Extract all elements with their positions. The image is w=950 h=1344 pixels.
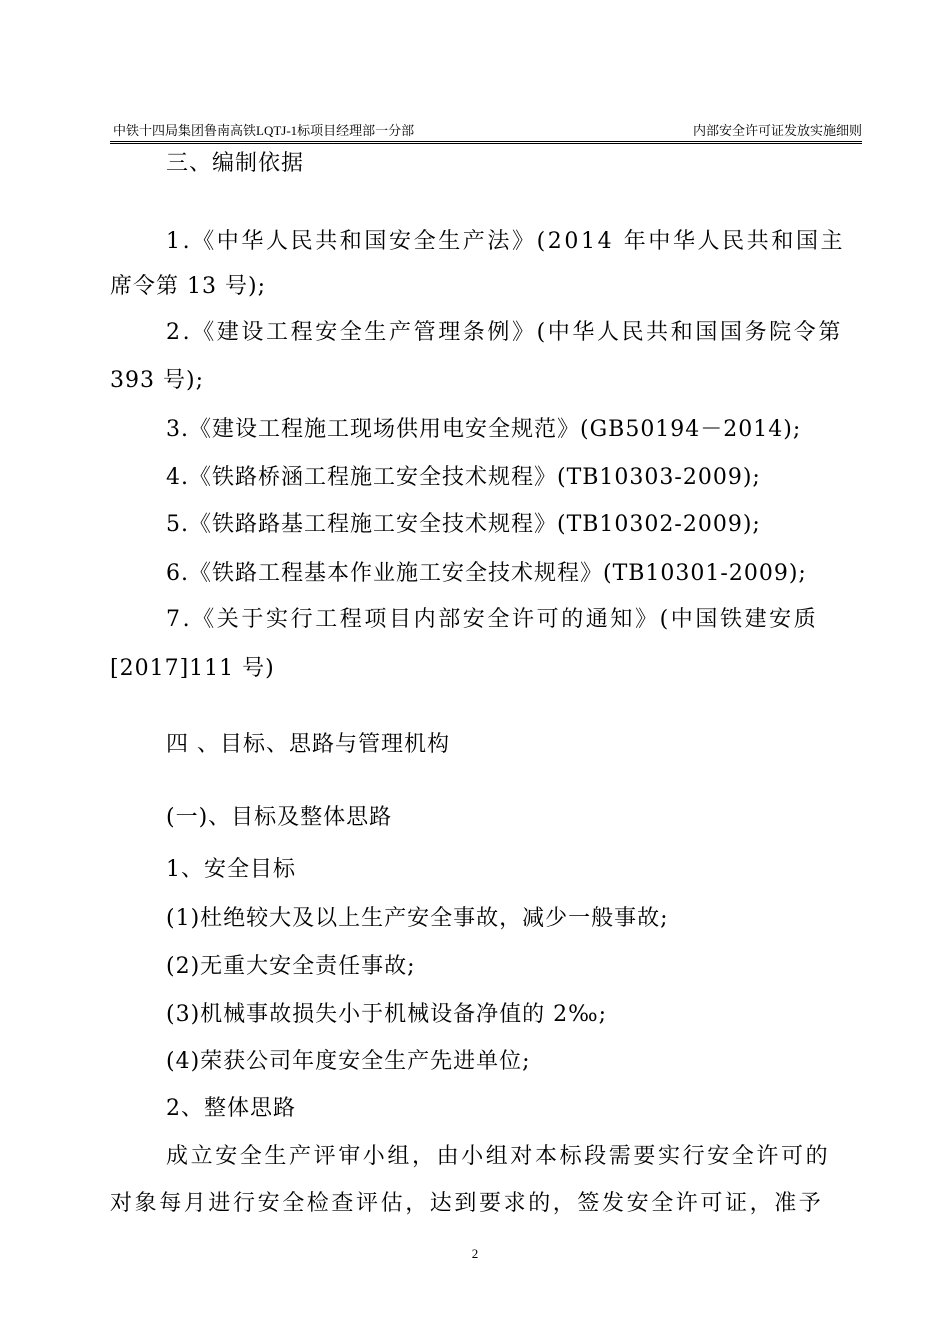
header-left-text: 中铁十四局集团鲁南高铁LQTJ-1标项目经理部一分部 — [113, 123, 415, 138]
section-3-title: 三、编制依据 — [166, 151, 305, 176]
section-4-title: 四 、目标、思路与管理机构 — [166, 732, 450, 757]
overall-idea-line-2: 对象每月进行安全检查评估，达到要求的，签发安全许可证，准予 — [110, 1191, 824, 1216]
safety-goals-title: 1、安全目标 — [166, 857, 296, 882]
safety-goal-1: (1)杜绝较大及以上生产安全事故，减少一般事故; — [166, 906, 669, 931]
header-right-text: 内部安全许可证发放实施细则 — [692, 123, 862, 138]
reference-2-line-1: 2.《建设工程安全生产管理条例》(中华人民共和国国务院令第 — [166, 320, 843, 345]
reference-1-line-2: 席令第 13 号); — [110, 274, 266, 299]
page-number: 2 — [471, 1246, 479, 1261]
header-rule-thin — [110, 143, 862, 144]
reference-4: 4.《铁路桥涵工程施工安全技术规程》(TB10303-2009); — [166, 465, 761, 490]
overall-idea-line-1: 成立安全生产评审小组，由小组对本标段需要实行安全许可的 — [166, 1144, 831, 1169]
reference-5: 5.《铁路路基工程施工安全技术规程》(TB10302-2009); — [166, 512, 761, 537]
reference-2-line-2: 393 号); — [110, 368, 204, 393]
header-rule — [110, 141, 862, 142]
reference-3: 3.《建设工程施工现场供用电安全规范》(GB50194－2014); — [166, 417, 802, 442]
safety-goal-4: (4)荣获公司年度安全生产先进单位; — [166, 1049, 531, 1074]
reference-1-line-1: 1.《中华人民共和国安全生产法》(2014 年中华人民共和国主 — [166, 229, 846, 254]
safety-goal-3: (3)机械事故损失小于机械设备净值的 2‰; — [166, 1002, 608, 1027]
overall-idea-title: 2、整体思路 — [166, 1096, 296, 1121]
reference-7-line-1: 7.《关于实行工程项目内部安全许可的通知》(中国铁建安质 — [166, 607, 819, 632]
reference-6: 6.《铁路工程基本作业施工安全技术规程》(TB10301-2009); — [166, 561, 807, 586]
subsection-1-title: (一)、目标及整体思路 — [166, 805, 393, 830]
safety-goal-2: (2)无重大安全责任事故; — [166, 954, 416, 979]
reference-7-line-2: [2017]111 号) — [110, 656, 275, 681]
